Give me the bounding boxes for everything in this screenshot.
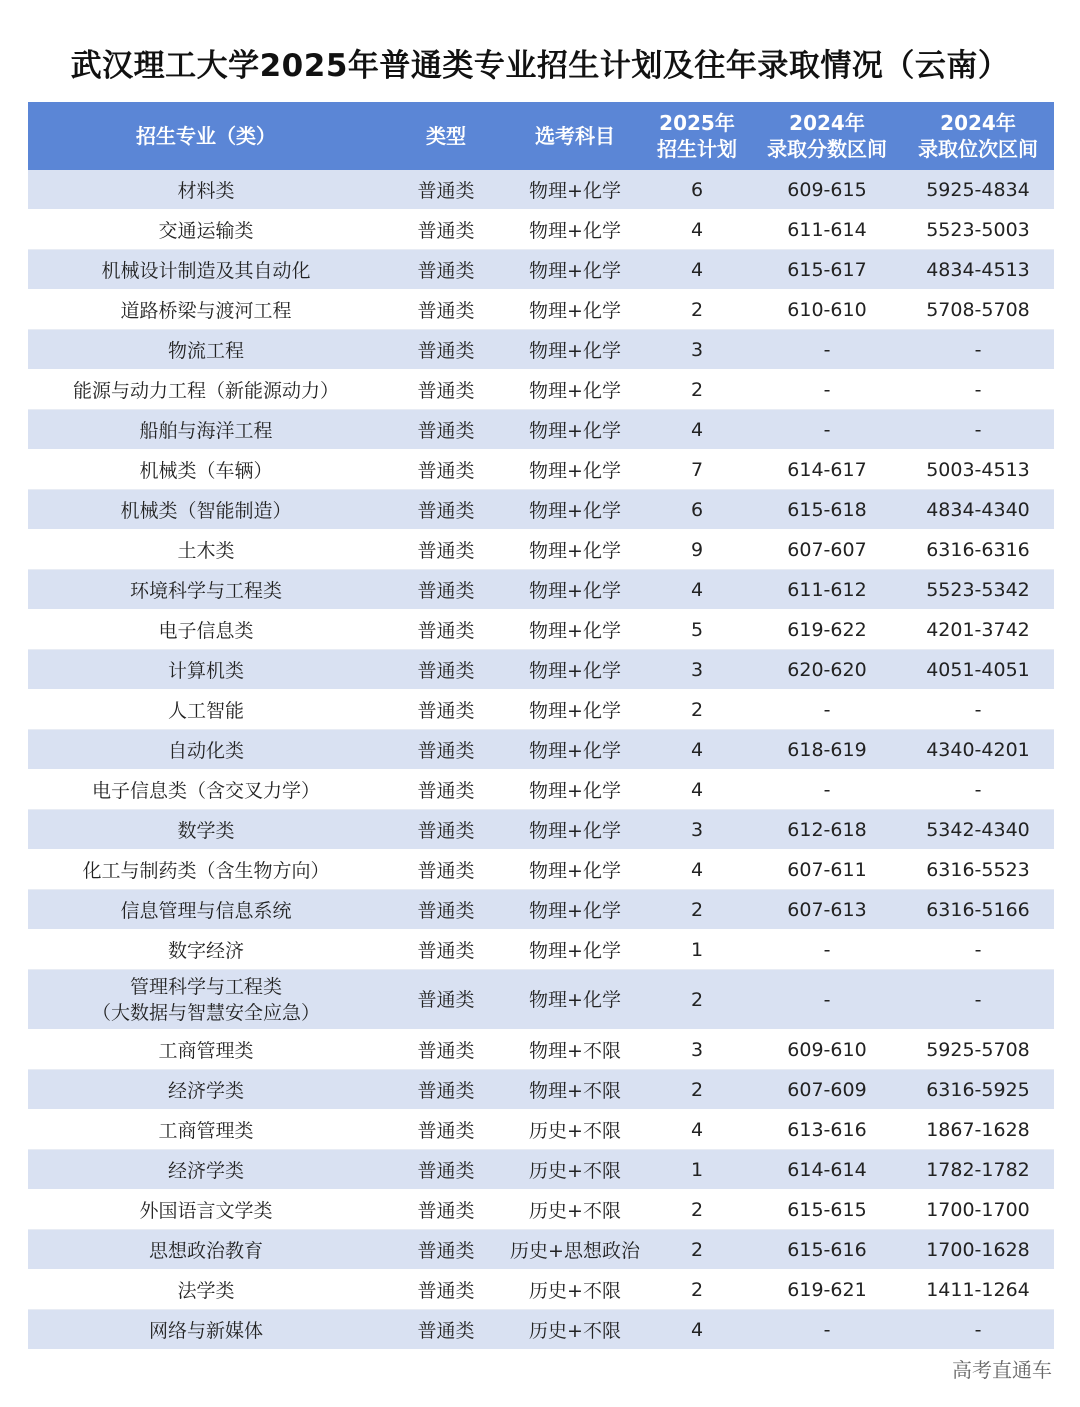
cell-type: 普通类 xyxy=(384,530,508,570)
cell-type: 普通类 xyxy=(384,930,508,970)
cell-plan: 2 xyxy=(642,1190,752,1230)
cell-plan: 4 xyxy=(642,1110,752,1150)
cell-type: 普通类 xyxy=(384,770,508,810)
cell-plan: 3 xyxy=(642,330,752,370)
cell-rank: 4201-3742 xyxy=(902,610,1054,650)
cell-subjects: 历史+不限 xyxy=(508,1110,642,1150)
table-row xyxy=(28,450,1054,490)
cell-major: 能源与动力工程（新能源动力） xyxy=(28,370,384,410)
cell-plan: 2 xyxy=(642,890,752,930)
cell-rank: 5003-4513 xyxy=(902,450,1054,490)
cell-subjects: 物理+化学 xyxy=(508,450,642,490)
table-row xyxy=(28,490,1054,530)
cell-plan: 3 xyxy=(642,650,752,690)
cell-subjects: 物理+化学 xyxy=(508,850,642,890)
cell-subjects: 历史+不限 xyxy=(508,1310,642,1350)
cell-score: 614-617 xyxy=(752,450,902,490)
cell-rank: - xyxy=(902,370,1054,410)
cell-plan: 1 xyxy=(642,930,752,970)
cell-plan: 3 xyxy=(642,1030,752,1070)
cell-major: 计算机类 xyxy=(28,650,384,690)
header-major: 招生专业（类） xyxy=(28,102,384,170)
cell-plan: 2 xyxy=(642,370,752,410)
cell-type: 普通类 xyxy=(384,1270,508,1310)
cell-rank: 6316-5523 xyxy=(902,850,1054,890)
cell-score: - xyxy=(752,330,902,370)
cell-major: 人工智能 xyxy=(28,690,384,730)
cell-plan: 2 xyxy=(642,1270,752,1310)
cell-plan: 4 xyxy=(642,410,752,450)
cell-major: 经济学类 xyxy=(28,1070,384,1110)
major-line-1: 管理科学与工程类 xyxy=(129,975,282,998)
cell-rank: 4340-4201 xyxy=(902,730,1054,770)
cell-type: 普通类 xyxy=(384,490,508,530)
cell-rank: 4834-4513 xyxy=(902,250,1054,290)
cell-major: 法学类 xyxy=(28,1270,384,1310)
cell-type: 普通类 xyxy=(384,370,508,410)
cell-rank: - xyxy=(902,1310,1054,1350)
cell-subjects: 历史+不限 xyxy=(508,1270,642,1310)
cell-major: 工商管理类 xyxy=(28,1030,384,1070)
cell-subjects: 物理+化学 xyxy=(508,530,642,570)
cell-score: 615-618 xyxy=(752,490,902,530)
cell-major: 物流工程 xyxy=(28,330,384,370)
cell-rank: 1700-1628 xyxy=(902,1230,1054,1270)
cell-plan: 6 xyxy=(642,490,752,530)
cell-score: - xyxy=(752,410,902,450)
table-row xyxy=(28,850,1054,890)
table-row xyxy=(28,170,1054,210)
cell-subjects: 物理+化学 xyxy=(508,730,642,770)
cell-type: 普通类 xyxy=(384,1150,508,1190)
table-row xyxy=(28,1110,1054,1150)
cell-score: 618-619 xyxy=(752,730,902,770)
cell-major: 交通运输类 xyxy=(28,210,384,250)
cell-score: 607-611 xyxy=(752,850,902,890)
table-row xyxy=(28,1150,1054,1190)
cell-rank: 1867-1628 xyxy=(902,1110,1054,1150)
cell-major: 网络与新媒体 xyxy=(28,1310,384,1350)
cell-score: 611-614 xyxy=(752,210,902,250)
table-row xyxy=(28,650,1054,690)
cell-rank: 4051-4051 xyxy=(902,650,1054,690)
cell-plan: 4 xyxy=(642,570,752,610)
cell-type: 普通类 xyxy=(384,650,508,690)
header-type: 类型 xyxy=(384,102,508,170)
cell-plan: 3 xyxy=(642,810,752,850)
cell-major: 机械类（车辆） xyxy=(28,450,384,490)
cell-rank: 5925-4834 xyxy=(902,170,1054,210)
cell-score: 607-609 xyxy=(752,1070,902,1110)
table-row xyxy=(28,1230,1054,1270)
table-row xyxy=(28,570,1054,610)
table-row xyxy=(28,530,1054,570)
watermark: 高考直通车 xyxy=(952,1358,1052,1382)
cell-major: 电子信息类 xyxy=(28,610,384,650)
cell-plan: 4 xyxy=(642,250,752,290)
cell-rank: - xyxy=(902,330,1054,370)
cell-rank: 5708-5708 xyxy=(902,290,1054,330)
cell-score: 613-616 xyxy=(752,1110,902,1150)
cell-subjects: 物理+化学 xyxy=(508,770,642,810)
table-row xyxy=(28,250,1054,290)
table-row xyxy=(28,290,1054,330)
cell-subjects: 物理+化学 xyxy=(508,650,642,690)
cell-subjects: 物理+化学 xyxy=(508,250,642,290)
cell-rank: - xyxy=(902,410,1054,450)
cell-score: 610-610 xyxy=(752,290,902,330)
cell-type: 普通类 xyxy=(384,570,508,610)
cell-score: - xyxy=(752,370,902,410)
table-header-row xyxy=(28,102,1054,170)
cell-score: 615-615 xyxy=(752,1190,902,1230)
cell-type: 普通类 xyxy=(384,170,508,210)
cell-score: - xyxy=(752,1310,902,1350)
cell-type: 普通类 xyxy=(384,810,508,850)
table-row xyxy=(28,1190,1054,1230)
cell-score: 614-614 xyxy=(752,1150,902,1190)
cell-plan: 2 xyxy=(642,1070,752,1110)
cell-rank: 5342-4340 xyxy=(902,810,1054,850)
cell-score: 607-607 xyxy=(752,530,902,570)
cell-subjects: 物理+化学 xyxy=(508,610,642,650)
cell-rank: 6316-5166 xyxy=(902,890,1054,930)
cell-subjects: 物理+化学 xyxy=(508,490,642,530)
cell-type: 普通类 xyxy=(384,690,508,730)
cell-type: 普通类 xyxy=(384,970,508,1030)
table-row xyxy=(28,1030,1054,1070)
cell-type: 普通类 xyxy=(384,210,508,250)
page-title: 武汉理工大学2025年普通类专业招生计划及往年录取情况（云南） xyxy=(70,48,1010,84)
table-body xyxy=(28,170,1054,1350)
table-row xyxy=(28,890,1054,930)
table-row xyxy=(28,770,1054,810)
cell-plan: 9 xyxy=(642,530,752,570)
cell-major: 经济学类 xyxy=(28,1150,384,1190)
cell-major: 外国语言文学类 xyxy=(28,1190,384,1230)
cell-type: 普通类 xyxy=(384,1310,508,1350)
cell-major: 环境科学与工程类 xyxy=(28,570,384,610)
cell-score: 620-620 xyxy=(752,650,902,690)
cell-major: 信息管理与信息系统 xyxy=(28,890,384,930)
cell-plan: 4 xyxy=(642,1310,752,1350)
cell-major xyxy=(28,970,384,1030)
major-line-2: （大数据与智慧安全应急） xyxy=(91,1001,320,1024)
cell-type: 普通类 xyxy=(384,250,508,290)
cell-subjects: 历史+不限 xyxy=(508,1190,642,1230)
cell-rank: 5925-5708 xyxy=(902,1030,1054,1070)
cell-plan: 6 xyxy=(642,170,752,210)
cell-major: 自动化类 xyxy=(28,730,384,770)
cell-plan: 4 xyxy=(642,210,752,250)
cell-score: 611-612 xyxy=(752,570,902,610)
cell-plan: 5 xyxy=(642,610,752,650)
cell-type: 普通类 xyxy=(384,730,508,770)
cell-rank: 6316-5925 xyxy=(902,1070,1054,1110)
cell-plan: 2 xyxy=(642,1230,752,1270)
cell-subjects: 物理+化学 xyxy=(508,210,642,250)
cell-plan: 4 xyxy=(642,770,752,810)
table-row xyxy=(28,930,1054,970)
header-subjects: 选考科目 xyxy=(508,102,642,170)
cell-type: 普通类 xyxy=(384,290,508,330)
table-row xyxy=(28,690,1054,730)
cell-subjects: 物理+化学 xyxy=(508,890,642,930)
cell-score: 619-622 xyxy=(752,610,902,650)
table-row xyxy=(28,810,1054,850)
cell-subjects: 物理+化学 xyxy=(508,330,642,370)
cell-major: 数学类 xyxy=(28,810,384,850)
table-row xyxy=(28,370,1054,410)
cell-subjects: 物理+化学 xyxy=(508,970,642,1030)
cell-score: - xyxy=(752,690,902,730)
cell-major: 工商管理类 xyxy=(28,1110,384,1150)
cell-subjects: 物理+不限 xyxy=(508,1030,642,1070)
cell-type: 普通类 xyxy=(384,410,508,450)
cell-plan: 4 xyxy=(642,730,752,770)
cell-subjects: 物理+化学 xyxy=(508,810,642,850)
cell-major: 思想政治教育 xyxy=(28,1230,384,1270)
cell-rank: 1411-1264 xyxy=(902,1270,1054,1310)
cell-major: 道路桥梁与渡河工程 xyxy=(28,290,384,330)
cell-score: 619-621 xyxy=(752,1270,902,1310)
cell-type: 普通类 xyxy=(384,610,508,650)
cell-subjects: 物理+化学 xyxy=(508,930,642,970)
cell-plan: 7 xyxy=(642,450,752,490)
cell-rank: 4834-4340 xyxy=(902,490,1054,530)
table-row xyxy=(28,610,1054,650)
cell-subjects: 物理+化学 xyxy=(508,410,642,450)
cell-type: 普通类 xyxy=(384,1110,508,1150)
cell-type: 普通类 xyxy=(384,450,508,490)
cell-plan: 2 xyxy=(642,970,752,1030)
cell-score: 612-618 xyxy=(752,810,902,850)
table-row xyxy=(28,730,1054,770)
cell-subjects: 物理+化学 xyxy=(508,170,642,210)
cell-score: 615-616 xyxy=(752,1230,902,1270)
cell-plan: 4 xyxy=(642,850,752,890)
cell-rank: 6316-6316 xyxy=(902,530,1054,570)
cell-subjects: 历史+不限 xyxy=(508,1150,642,1190)
cell-major: 机械类（智能制造） xyxy=(28,490,384,530)
cell-rank: 5523-5342 xyxy=(902,570,1054,610)
table-row xyxy=(28,1070,1054,1110)
cell-score: - xyxy=(752,770,902,810)
cell-major: 土木类 xyxy=(28,530,384,570)
cell-major: 化工与制药类（含生物方向） xyxy=(28,850,384,890)
cell-major: 机械设计制造及其自动化 xyxy=(28,250,384,290)
cell-rank: 5523-5003 xyxy=(902,210,1054,250)
cell-type: 普通类 xyxy=(384,890,508,930)
cell-score: 615-617 xyxy=(752,250,902,290)
cell-subjects: 物理+化学 xyxy=(508,290,642,330)
cell-type: 普通类 xyxy=(384,1230,508,1270)
cell-plan: 2 xyxy=(642,690,752,730)
cell-major: 数字经济 xyxy=(28,930,384,970)
cell-subjects: 物理+化学 xyxy=(508,570,642,610)
admission-table xyxy=(28,102,1054,1350)
cell-subjects: 物理+不限 xyxy=(508,1070,642,1110)
cell-subjects: 物理+化学 xyxy=(508,370,642,410)
cell-major: 船舶与海洋工程 xyxy=(28,410,384,450)
cell-rank: - xyxy=(902,930,1054,970)
cell-major: 电子信息类（含交叉力学） xyxy=(28,770,384,810)
cell-type: 普通类 xyxy=(384,1070,508,1110)
cell-score: 609-610 xyxy=(752,1030,902,1070)
cell-plan: 1 xyxy=(642,1150,752,1190)
cell-rank: - xyxy=(902,690,1054,730)
cell-score: - xyxy=(752,930,902,970)
cell-subjects: 物理+化学 xyxy=(508,690,642,730)
cell-rank: - xyxy=(902,770,1054,810)
cell-rank: 1782-1782 xyxy=(902,1150,1054,1190)
cell-type: 普通类 xyxy=(384,330,508,370)
cell-subjects: 历史+思想政治 xyxy=(508,1230,642,1270)
table-row xyxy=(28,1270,1054,1310)
cell-rank: - xyxy=(902,970,1054,1030)
cell-score: 609-615 xyxy=(752,170,902,210)
cell-rank: 1700-1700 xyxy=(902,1190,1054,1230)
cell-type: 普通类 xyxy=(384,1030,508,1070)
table-row xyxy=(28,410,1054,450)
table-row xyxy=(28,970,1054,1030)
cell-type: 普通类 xyxy=(384,850,508,890)
table-row xyxy=(28,330,1054,370)
cell-score: 607-613 xyxy=(752,890,902,930)
table-row xyxy=(28,210,1054,250)
cell-plan: 2 xyxy=(642,290,752,330)
table-row xyxy=(28,1310,1054,1350)
cell-type: 普通类 xyxy=(384,1190,508,1230)
header-rank-2024: 2024年 录取位次区间 xyxy=(902,102,1054,170)
header-score-2024: 2024年 录取分数区间 xyxy=(752,102,902,170)
cell-major: 材料类 xyxy=(28,170,384,210)
header-plan-2025: 2025年 招生计划 xyxy=(642,102,752,170)
cell-score: - xyxy=(752,970,902,1030)
